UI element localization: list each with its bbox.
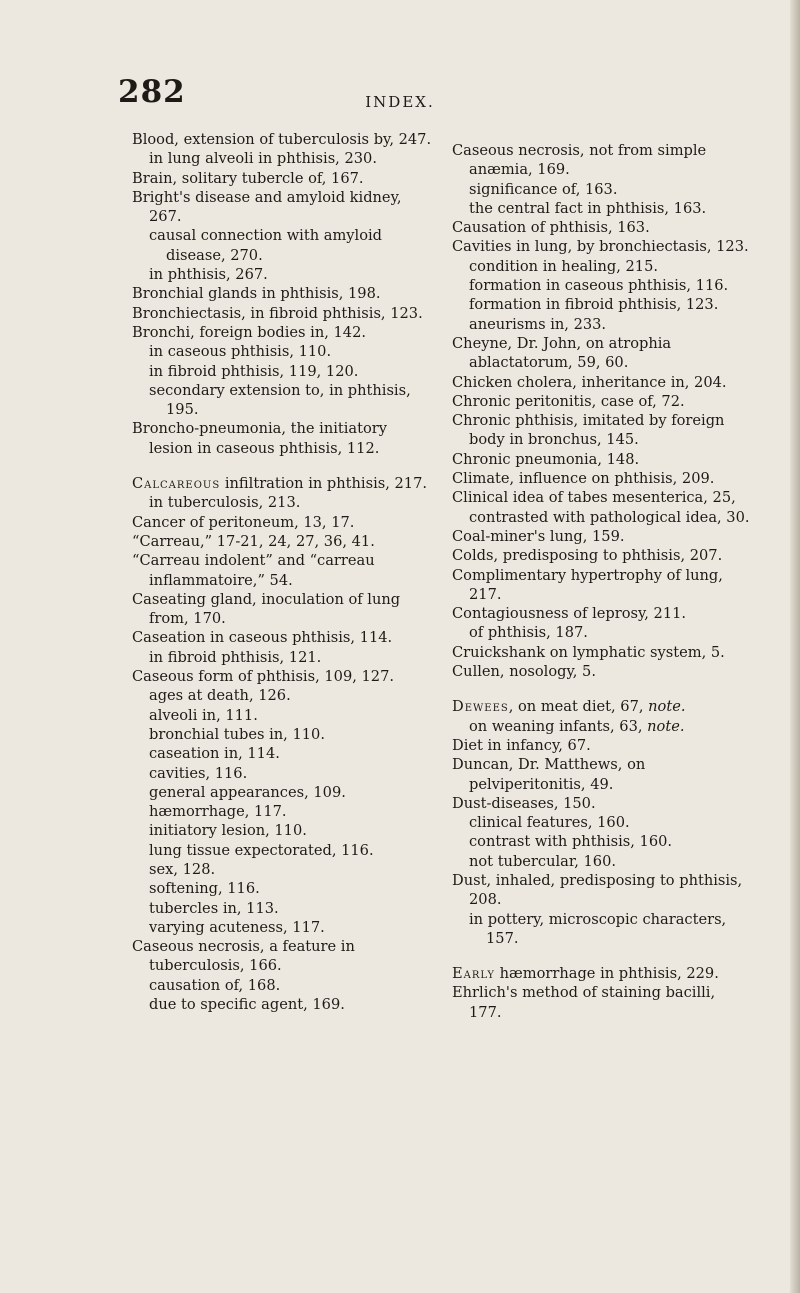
index-column-left [132, 130, 432, 1014]
index-entry [452, 334, 752, 373]
index-subentry [452, 180, 752, 199]
entry-text: contrast with phthisis, 160. [469, 833, 673, 851]
entry-note: note. [648, 698, 686, 716]
entry-text: Clinical idea of tabes mesenterica, 25, [452, 489, 736, 507]
index-subentry [452, 852, 752, 871]
index-subentry [132, 976, 432, 995]
entry-text: Caseous necrosis, not from simple anæmia, 169. [452, 142, 707, 179]
entry-text: of phthisis, 187. [469, 624, 588, 642]
entry-text: Diet in infancy, 67. [452, 736, 591, 754]
entry-text: in pottery, microscopic characters, 157. [469, 910, 727, 947]
index-entry [452, 983, 752, 1022]
index-subentry [132, 362, 432, 381]
index-entry [132, 323, 432, 342]
entry-text: secondary extension to, in phthisis, 195. [149, 381, 411, 419]
entry-text: Bronchi, foreign bodies in, 142. [132, 323, 366, 341]
index-subentry [132, 821, 432, 840]
entry-text: formation in fibroid phthisis, 123. [469, 296, 719, 314]
index-entry [132, 284, 432, 303]
index-entry [452, 450, 752, 469]
entry-text: bronchial tubes in, 110. [149, 725, 325, 743]
entry-text: caseation in, 114. [149, 745, 280, 763]
index-entry [452, 373, 752, 392]
index-entry [452, 662, 752, 681]
index-entry [452, 218, 752, 237]
index-entry [132, 513, 432, 532]
index-entry [452, 566, 752, 605]
index-subentry [132, 918, 432, 937]
index-subentry [132, 706, 432, 725]
section-lead-word: Calcareous [132, 475, 221, 493]
entry-text: Caseating gland, inoculation of lung from, 170. [132, 590, 401, 628]
entry-text: on weaning infants, 63, [469, 717, 648, 735]
entry-text: aneurisms in, 233. [469, 315, 607, 333]
index-subentry [132, 860, 432, 879]
entry-text: Coal-miner's lung, 159. [452, 527, 625, 545]
entry-text: Bronchial glands in phthisis, 198. [132, 285, 381, 303]
index-entry [452, 546, 752, 565]
index-entry [452, 604, 752, 623]
index-entry [132, 590, 432, 629]
entry-text: infiltration in phthisis, 217. [220, 475, 428, 493]
index-subentry [132, 802, 432, 821]
index-entry [452, 871, 752, 910]
entry-text: significance of, 163. [469, 180, 618, 198]
index-subentry [132, 648, 432, 667]
entry-text: Chronic pneumonia, 148. [452, 450, 640, 468]
entry-text: Climate, influence on phthisis, 209. [452, 470, 715, 488]
entry-text: sex, 128. [149, 860, 216, 878]
section-gap [452, 681, 752, 697]
index-entry [132, 551, 432, 590]
entry-text: Dust-diseases, 150. [452, 794, 596, 812]
index-entry [452, 237, 752, 256]
entry-note: note. [647, 717, 685, 735]
index-subentry [452, 199, 752, 218]
index-subentry [452, 832, 752, 851]
entry-text: “Carreau,” 17-21, 24, 27, 36, 41. [132, 532, 375, 550]
index-entry [132, 628, 432, 647]
entry-text: Cheyne, Dr. John, on atrophia ablactatorum, 59, 60. [452, 334, 672, 372]
entry-text: Duncan, Dr. Matthews, on pelviperitonitis, 49. [452, 756, 646, 793]
entry-text: Causation of phthisis, 163. [452, 219, 650, 237]
section-lead-word: Early [452, 965, 496, 983]
entry-text: clinical features, 160. [469, 814, 630, 832]
entry-text: Caseous form of phthisis, 109, 127. [132, 668, 394, 686]
entry-text: general appearances, 109. [149, 783, 346, 801]
index-subentry [132, 899, 432, 918]
entry-text: Chronic phthisis, imitated by foreign body in bronchus, 145. [452, 412, 725, 449]
index-entry [452, 488, 752, 507]
entry-text: Blood, extension of tuberculosis by, 247. [132, 131, 432, 148]
entry-text: causation of, 168. [149, 976, 281, 994]
entry-text: Ehrlich's method of staining bacilli, 177. [452, 984, 716, 1021]
index-entry [452, 643, 752, 662]
index-subentry [132, 783, 432, 802]
index-subentry [452, 257, 752, 276]
entry-text: formation in caseous phthisis, 116. [469, 277, 729, 295]
index-entry [452, 697, 752, 716]
index-subentry [132, 764, 432, 783]
entry-text: varying acuteness, 117. [149, 918, 325, 936]
index-entry [132, 474, 432, 493]
index-subentry [132, 879, 432, 898]
index-entry [452, 141, 752, 180]
index-entry [452, 392, 752, 411]
section-gap [452, 948, 752, 964]
entry-text: Cancer of peritoneum, 13, 17. [132, 513, 355, 531]
entry-text: in caseous phthisis, 110. [149, 343, 332, 361]
index-entry [452, 411, 752, 450]
index-subentry [452, 910, 752, 949]
index-subentry [132, 744, 432, 763]
entry-text: in tuberculosis, 213. [149, 494, 301, 512]
entry-text: in lung alveoli in phthisis, 230. [149, 150, 377, 168]
entry-text: in phthisis, 267. [149, 266, 268, 284]
entry-text: Broncho-pneumonia, the initiatory lesion in caseous phthisis, 112. [132, 420, 387, 457]
entry-text: hæmorrhage, 117. [149, 803, 287, 821]
entry-text: Caseation in caseous phthisis, 114. [132, 629, 393, 647]
entry-text: hæmorrhage in phthisis, 229. [495, 965, 719, 983]
entry-text: softening, 116. [149, 880, 260, 898]
entry-text: Chicken cholera, inheritance in, 204. [452, 373, 727, 391]
index-entry [132, 169, 432, 188]
index-subentry [132, 342, 432, 361]
entry-text: ages at death, 126. [149, 687, 291, 705]
index-subentry [132, 493, 432, 512]
index-entry [132, 937, 432, 976]
index-entry [452, 736, 752, 755]
index-subentry [132, 841, 432, 860]
index-subentry [452, 315, 752, 334]
section-lead-word: Dewees [452, 698, 509, 716]
entry-text: Brain, solitary tubercle of, 167. [132, 169, 364, 187]
index-entry [452, 755, 752, 794]
section-gap [132, 458, 432, 474]
index-subentry [452, 813, 752, 832]
entry-text: Caseous necrosis, a feature in tuberculosis, 166. [132, 938, 355, 975]
index-subentry [132, 265, 432, 284]
index-subentry [452, 276, 752, 295]
entry-text: tubercles in, 113. [149, 899, 279, 917]
index-subentry [452, 623, 752, 642]
entry-text: in fibroid phthisis, 121. [149, 648, 322, 666]
index-subentry [132, 686, 432, 705]
page-number: 282 [118, 74, 186, 110]
index-entry [132, 130, 432, 149]
entry-text: Bronchiectasis, in fibroid phthisis, 123. [132, 304, 423, 322]
entry-text: Bright's disease and amyloid kidney, 267. [132, 188, 402, 226]
index-entry [132, 188, 432, 227]
entry-text: Cullen, nosology, 5. [452, 663, 596, 681]
entry-text: in fibroid phthisis, 119, 120. [149, 362, 359, 380]
entry-text: Contagiousness of leprosy, 211. [452, 605, 687, 623]
entry-text: the central fact in phthisis, 163. [469, 199, 707, 217]
index-entry [452, 469, 752, 488]
entry-text: condition in healing, 215. [469, 257, 659, 275]
index-entry [452, 527, 752, 546]
entry-text: Cavities in lung, by bronchiectasis, 123. [452, 238, 749, 256]
index-subentry [132, 725, 432, 744]
index-subentry [132, 381, 432, 420]
index-subentry [452, 717, 752, 736]
entry-text: cavities, 116. [149, 764, 248, 782]
index-subentry [452, 295, 752, 314]
entry-text: not tubercular, 160. [469, 852, 616, 870]
index-subentry [132, 226, 432, 265]
index-subentry [452, 508, 752, 527]
entry-text: Complimentary hypertrophy of lung, 217. [452, 566, 723, 603]
index-entry [132, 667, 432, 686]
entry-text: Dust, inhaled, predisposing to phthisis, 208. [452, 871, 743, 909]
page-edge [790, 0, 800, 1293]
entry-text: initiatory lesion, 110. [149, 822, 307, 840]
entry-text: causal connection with amyloid disease, 270. [149, 227, 383, 264]
index-entry [132, 532, 432, 551]
index-column-right [452, 141, 752, 1022]
entry-text: Cruickshank on lymphatic system, 5. [452, 643, 725, 661]
index-entry [452, 964, 752, 983]
entry-text: “Carreau indolent” and “carreau inflammatoire,” 54. [132, 552, 375, 589]
entry-text: due to specific agent, 169. [149, 996, 345, 1014]
index-subentry [132, 149, 432, 168]
index-entry [452, 794, 752, 813]
entry-text: contrasted with pathological idea, 30. [469, 508, 750, 526]
entry-text: alveoli in, 111. [149, 706, 258, 724]
index-subentry [132, 995, 432, 1014]
index-entry [132, 419, 432, 458]
entry-text: , on meat diet, 67, [508, 698, 649, 716]
running-head: INDEX. [365, 93, 435, 111]
entry-text: Colds, predisposing to phthisis, 207. [452, 547, 723, 565]
index-entry [132, 304, 432, 323]
entry-text: Chronic peritonitis, case of, 72. [452, 392, 685, 410]
entry-text: lung tissue expectorated, 116. [149, 841, 374, 859]
